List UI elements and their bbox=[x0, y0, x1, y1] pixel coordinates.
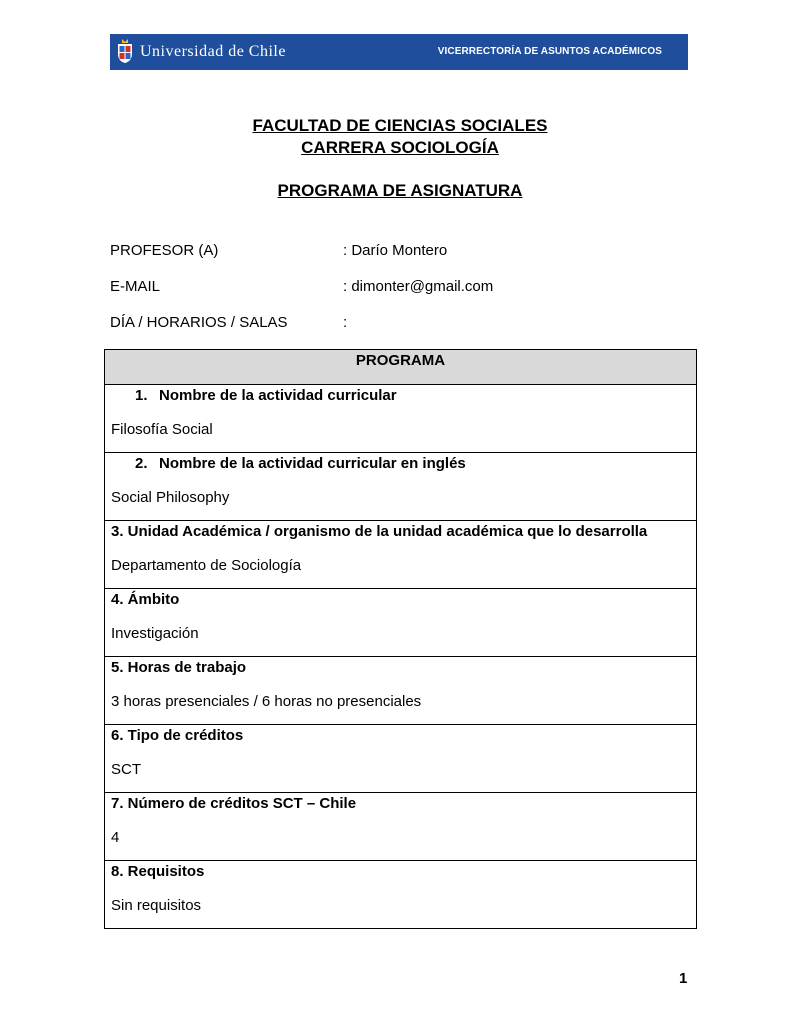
section-title: 5. Horas de trabajo bbox=[111, 659, 247, 676]
table-row bbox=[105, 725, 697, 793]
section-value: 4 bbox=[111, 829, 120, 846]
table-row bbox=[105, 385, 697, 453]
section-title-text: Nombre de la actividad curricular en inglés bbox=[159, 455, 466, 472]
section-title-text: Nombre de la actividad curricular bbox=[159, 387, 397, 404]
vicerrectoria-label: VICERRECTORÍA DE ASUNTOS ACADÉMICOS bbox=[437, 46, 662, 57]
program-table bbox=[104, 349, 697, 929]
table-row bbox=[105, 793, 697, 861]
section-title bbox=[111, 387, 690, 405]
info-value: : dimonter@gmail.com bbox=[343, 278, 494, 295]
table-row bbox=[105, 521, 697, 589]
info-label: PROFESOR (A) bbox=[110, 242, 219, 259]
table-row bbox=[105, 657, 697, 725]
info-label: E-MAIL bbox=[110, 278, 161, 295]
section-value: 3 horas presenciales / 6 horas no presenciales bbox=[111, 693, 422, 710]
university-crest-icon bbox=[116, 38, 134, 64]
header-banner bbox=[110, 34, 688, 70]
section-value: Sin requisitos bbox=[111, 897, 202, 914]
section-title: 8. Requisitos bbox=[111, 863, 205, 880]
section-title: 4. Ámbito bbox=[111, 591, 180, 608]
table-header: PROGRAMA bbox=[105, 350, 697, 385]
section-value: Investigación bbox=[111, 625, 199, 642]
section-number: 1. bbox=[135, 387, 148, 404]
page-number: 1 bbox=[679, 970, 688, 987]
info-value: : bbox=[343, 314, 348, 331]
table-row bbox=[105, 861, 697, 929]
program-title: PROGRAMA DE ASIGNATURA bbox=[277, 181, 523, 200]
section-title: 3. Unidad Académica / organismo de la unidad académica que lo desarrolla bbox=[111, 523, 648, 540]
faculty-title: FACULTAD DE CIENCIAS SOCIALES bbox=[252, 116, 548, 135]
section-value: Departamento de Sociología bbox=[111, 557, 302, 574]
table-row bbox=[105, 589, 697, 657]
section-title: 7. Número de créditos SCT – Chile bbox=[111, 795, 357, 812]
section-value: SCT bbox=[111, 761, 141, 778]
info-label: DÍA / HORARIOS / SALAS bbox=[110, 314, 288, 331]
section-title bbox=[111, 455, 690, 473]
university-name: Universidad de Chile bbox=[140, 43, 286, 60]
info-value: : Darío Montero bbox=[343, 242, 448, 259]
section-value: Filosofía Social bbox=[111, 421, 213, 438]
section-title: 6. Tipo de créditos bbox=[111, 727, 244, 744]
section-number: 2. bbox=[135, 455, 148, 472]
table-row bbox=[105, 453, 697, 521]
section-value: Social Philosophy bbox=[111, 489, 230, 506]
career-title: CARRERA SOCIOLOGÍA bbox=[301, 138, 499, 157]
